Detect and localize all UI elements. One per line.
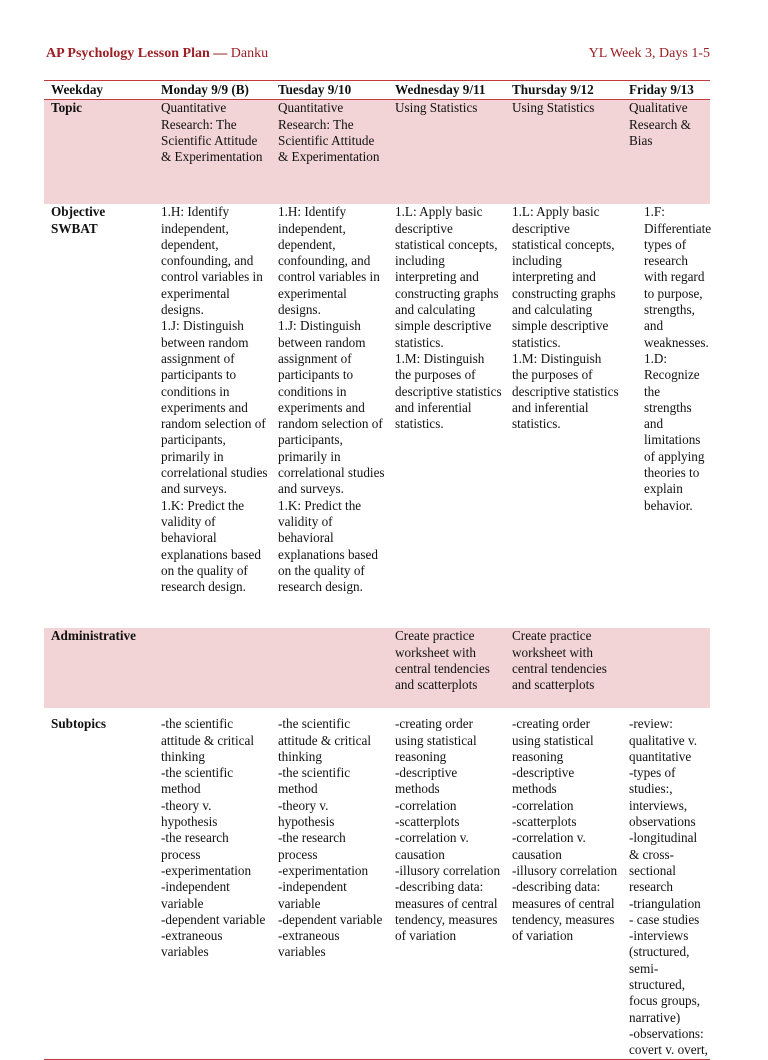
lesson-plan-table (44, 80, 710, 1060)
objective-friday: 1.F: Differentiate types of research with regard to purpose, strengths, and weaknesses. 1.D: Recognize the strengths and limitations of applying theories to explain behavior. (644, 204, 712, 513)
subtopics-tuesday: -the scientific attitude & critical thinking -the scientific method -theory v. hypothesis -the research process -experimentation -independent variable -dependent variable -extraneous variables (271, 708, 388, 1059)
objective-thursday: 1.L: Apply basic descriptive statistical concepts, including interpreting and constructing graphs and calculating simple descriptive statistics. 1.M: Distinguish the purposes of descriptive statistics and inferential statistics. (512, 204, 619, 432)
table-row-subtopics (44, 708, 710, 1059)
subtopics-wednesday: -creating order using statistical reasoning -descriptive methods -correlation -scatterplots -correlation v. causation -illusory correlation -describing data: measures of central tendency, measures of variation (388, 708, 505, 1059)
admin-thursday: Create practice worksheet with central tendencies and scatterplots (505, 628, 622, 708)
admin-monday (154, 628, 271, 708)
topic-friday: Qualitative Research & Bias (622, 100, 710, 205)
topic-wednesday: Using Statistics (388, 100, 505, 205)
column-header-weekday: Weekday (44, 81, 154, 100)
column-header-monday: Monday 9/9 (B) (154, 81, 271, 100)
admin-tuesday (271, 628, 388, 708)
column-header-friday: Friday 9/13 (622, 81, 710, 100)
column-header-wednesday: Wednesday 9/11 (388, 81, 505, 100)
table-row-administrative (44, 628, 710, 708)
topic-monday: Quantitative Research: The Scientific Attitude & Experimentation (154, 100, 271, 205)
table-row-objective (44, 204, 710, 628)
row-label-administrative: Administrative (44, 628, 154, 708)
document-header (46, 46, 714, 62)
header-title (46, 46, 268, 62)
topic-thursday: Using Statistics (505, 100, 622, 205)
subtopics-thursday: -creating order using statistical reasoning -descriptive methods -correlation -scatterplots -correlation v. causation -illusory correlation -describing data: measures of central tendency, measures of variation (505, 708, 622, 1059)
subtopics-friday: -review: qualitative v. quantitative -types of studies:, interviews, observations -longitudinal & cross-sectional research -triangulation - case studies -interviews (structured, semi-structured, focus groups, narrative) -observations: covert v. overt, (622, 708, 710, 1059)
topic-tuesday: Quantitative Research: The Scientific Attitude & Experimentation (271, 100, 388, 205)
row-label-objective: Objective SWBAT (51, 204, 106, 236)
table-row-topic (44, 100, 710, 205)
objective-monday: 1.H: Identify independent, dependent, confounding, and control variables in experimental designs. 1.J: Distinguish between random assignment of participants to conditions in experiments and random selection of participants, primarily in correlational studies and surveys. 1.K: Predict the validity of behavioral explanations based on the quality of research design. (161, 204, 268, 595)
objective-wednesday: 1.L: Apply basic descriptive statistical concepts, including interpreting and constructing graphs and calculating simple descriptive statistics. 1.M: Distinguish the purposes of descriptive statistics and inferential statistics. (395, 204, 502, 432)
objective-tuesday: 1.H: Identify independent, dependent, confounding, and control variables in experimental designs. 1.J: Distinguish between random assignment of participants to conditions in experiments and random selection of participants, primarily in correlational studies and surveys. 1.K: Predict the validity of behavioral explanations based on the quality of research design. (278, 204, 385, 595)
subtopics-monday: -the scientific attitude & critical thinking -the scientific method -theory v. hypothesis -the research process -experimentation -independent variable -dependent variable -extraneous variables (154, 708, 271, 1059)
row-label-subtopics: Subtopics (44, 708, 154, 1059)
teacher-name: Danku (227, 46, 269, 61)
admin-friday (622, 628, 710, 708)
admin-wednesday: Create practice worksheet with central tendencies and scatterplots (388, 628, 505, 708)
lesson-plan-title: AP Psychology Lesson Plan — (46, 46, 228, 61)
column-header-thursday: Thursday 9/12 (505, 81, 622, 100)
week-label: YL Week 3, Days 1-5 (588, 46, 710, 61)
column-header-tuesday: Tuesday 9/10 (271, 81, 388, 100)
table-header-row (44, 81, 710, 100)
row-label-topic: Topic (44, 100, 154, 205)
